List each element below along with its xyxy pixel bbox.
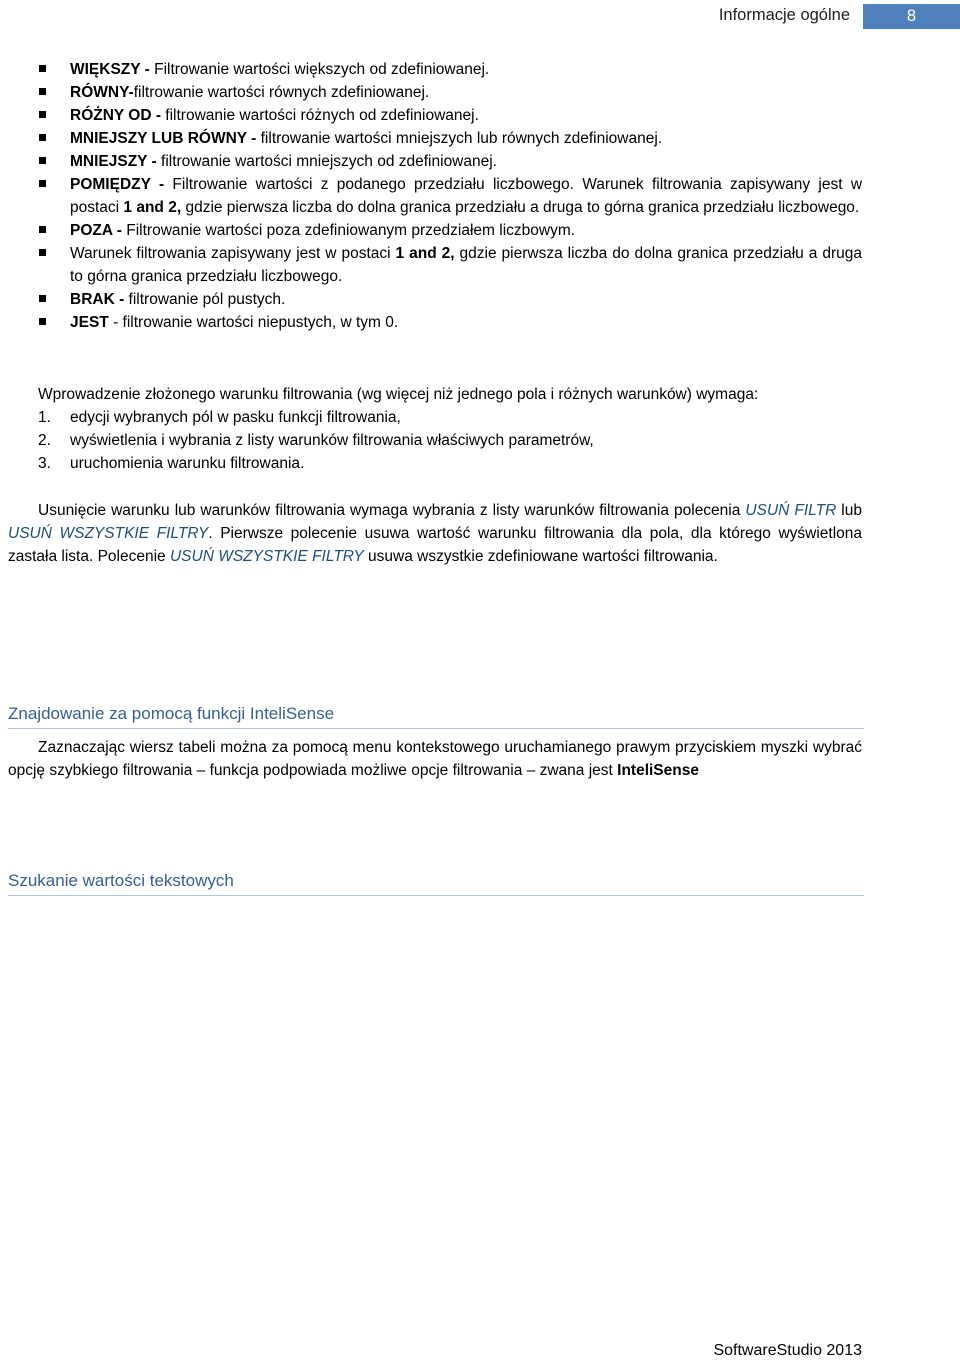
list-item: WIĘKSZY - Filtrowanie wartości większych od zdefiniowanej. <box>38 58 862 81</box>
remove-filter-paragraph: Usunięcie warunku lub warunków filtrowania wymaga wybrania z listy warunków filtrowania polecenia USUŃ FILTR lub USUŃ WSZYSTKIE FILTRY. Pierwsze polecenie usuwa wartość warunku filtrowania dla pola, dla którego wyświetlona zastała lista. Polecenie USUŃ WSZYSTKIE FILTRY usuwa wszystkie zdefiniowane wartości filtrowania. <box>8 502 863 565</box>
list-item: Warunek filtrowania zapisywany jest w postaci 1 and 2, gdzie pierwsza liczba do dolna granica przedziału a druga to górna granica przedziału liczbowego. <box>38 242 862 288</box>
complex-filter-intro: Wprowadzenie złożonego warunku filtrowania (wg więcej niż jednego pola i różnych warunków) wymaga: <box>38 386 759 403</box>
bullet-icon <box>39 180 46 187</box>
list-item: POZA - Filtrowanie wartości poza zdefiniowanym przedziałem liczbowym. <box>38 219 862 242</box>
list-item: 1. edycji wybranych pól w pasku funkcji filtrowania, <box>38 409 401 426</box>
bullet-icon <box>39 318 46 325</box>
complex-filter-steps <box>38 406 862 475</box>
filter-conditions-list <box>38 58 862 334</box>
bullet-icon <box>39 157 46 164</box>
list-item: RÓWNY-filtrowanie wartości równych zdefiniowanej. <box>38 81 862 104</box>
list-item: POMIĘDZY - Filtrowanie wartości z podanego przedziału liczbowego. Warunek filtrowania zapisywany jest w postaci 1 and 2, gdzie pierwsza liczba do dolna granica przedziału a druga to górna granica przedziału liczbowego. <box>38 173 862 219</box>
list-item: MNIEJSZY LUB RÓWNY - filtrowanie wartości mniejszych lub równych zdefiniowanej. <box>38 127 862 150</box>
list-item: MNIEJSZY - filtrowanie wartości mniejszych od zdefiniowanej. <box>38 150 862 173</box>
command-remove-filter: USUŃ FILTR <box>745 502 837 519</box>
section-heading-text-search: Szukanie wartości tekstowych <box>8 871 864 896</box>
intelisense-paragraph: Zaznaczając wiersz tabeli można za pomocą menu kontekstowego uruchamianego prawym przyciskiem myszki wybrać opcję szybkiego filtrowania – funkcja podpowiada możliwe opcje filtrowania – zwana jest InteliSense <box>8 739 862 779</box>
bullet-icon <box>39 134 46 141</box>
bullet-icon <box>39 111 46 118</box>
list-item: JEST - filtrowanie wartości niepustych, w tym 0. <box>38 311 862 334</box>
page-footer: SoftwareStudio 2013 <box>713 1342 862 1359</box>
list-item: RÓŻNY OD - filtrowanie wartości różnych od zdefiniowanej. <box>38 104 862 127</box>
list-item: 2. wyświetlenia i wybrania z listy warunków filtrowania właściwych parametrów, <box>38 432 594 449</box>
bullet-icon <box>39 249 46 256</box>
header-section-title: Informacje ogólne <box>718 6 850 24</box>
bullet-icon <box>39 65 46 72</box>
command-remove-all-filters: USUŃ WSZYSTKIE FILTRY <box>8 525 209 542</box>
bullet-icon <box>39 88 46 95</box>
section-heading-intelisense: Znajdowanie za pomocą funkcji InteliSense <box>8 704 864 729</box>
bullet-icon <box>39 226 46 233</box>
list-item: 3. uruchomienia warunku filtrowania. <box>38 455 305 472</box>
bullet-icon <box>39 295 46 302</box>
list-item: BRAK - filtrowanie pól pustych. <box>38 288 862 311</box>
command-remove-all-filters: USUŃ WSZYSTKIE FILTRY <box>169 548 364 565</box>
page-number-badge: 8 <box>863 4 960 29</box>
